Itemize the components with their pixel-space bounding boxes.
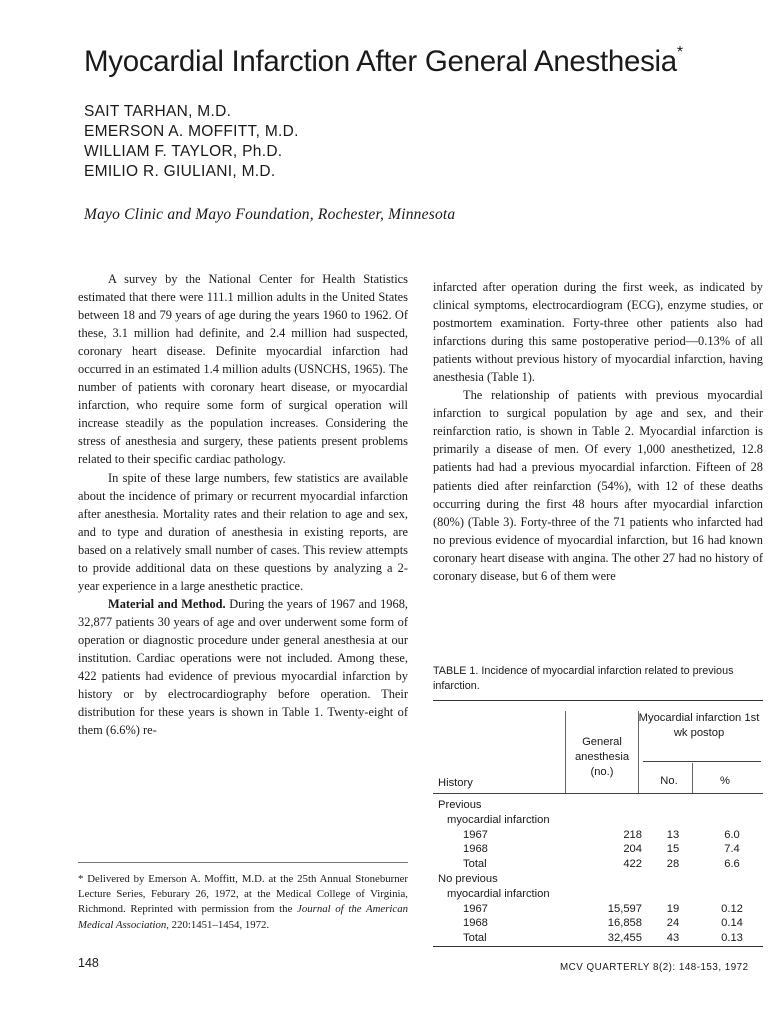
cell-general-anesthesia: 32,455 [607, 932, 642, 945]
cell-general-anesthesia: 204 [623, 843, 642, 856]
table-row [433, 813, 763, 828]
header-percent: % [720, 775, 730, 787]
cell-no: 15 [666, 843, 680, 856]
paragraph-text: During the years of 1967 and 1968, 32,877 patients 30 years of age and over underwent some form of operation or diagnostic procedure under general anesthesia at our institution. Cardiac operations were not included. Among these, 422 patients had evidence of previous myocardial infarction by history or by electrocardiography before operation. Their distribution for these years is shown in Table 1. Twenty-eight of them (6.6%) re- [78, 596, 408, 738]
column-divider [565, 711, 566, 793]
cell-no: 19 [666, 902, 680, 915]
paragraph: In spite of these large numbers, few statistics are available about the incidence of primary or recurrent myocardial infarction after anesthesia. Mortality rates and their relation to age and sex, and to type and duration of anesthesia in existing reports, are based on a relatively small number of cases. This review attempts to provide additional data on these questions by analyzing a 2-year experience in a large anesthetic practice. [78, 470, 408, 593]
row-label: myocardial infarction [447, 887, 550, 900]
table-row [433, 916, 763, 931]
row-label: Previous [438, 799, 482, 811]
article-title [84, 44, 764, 79]
cell-general-anesthesia: 422 [623, 858, 642, 871]
cell-percent: 6.6 [724, 858, 740, 871]
row-label: myocardial infarction [447, 813, 550, 826]
footnote-citation: 220:1451–1454, 1972. [168, 918, 270, 931]
cell-no [645, 813, 701, 828]
table-header [433, 701, 763, 794]
cell-no [645, 798, 701, 813]
cell-no: 28 [666, 858, 680, 871]
cell-general-anesthesia [568, 872, 645, 887]
table-row [433, 902, 763, 917]
author-list [84, 102, 299, 182]
row-label: Total [463, 932, 487, 945]
cell-no: 43 [666, 932, 680, 945]
right-column [433, 278, 763, 585]
paragraph: The relationship of patients with previous myocardial infarction to surgical population by age and sex, and their reinfarction ratio, is shown in Table 2. Myocardial infarction is primarily a disease of men. Of every 1,000 anesthetized, 12.8 patients had had a previous myocardial infarction. Fifteen of 28 patients died after reinfarction (54%), with 12 of these deaths occurring during the first 48 hours after myocardial infarction (80%) (Table 3). Forty-three of the 71 patients who infarcted had no previous evidence of myocardial infarction, but 16 had known coronary heart disease with angina. The other 27 had no history of coronary disease, but 6 of them were [433, 388, 763, 583]
footnote-text: * Delivered by Emerson A. Moffitt, M.D. at the 25th Annual Stoneburner Lecture Series, Feburary 26, 1972, at the Medical College of Virginia, Richmond. Reprinted with permission from the [78, 873, 408, 916]
cell-no: 24 [666, 917, 680, 930]
cell-general-anesthesia: 16,858 [607, 917, 642, 930]
cell-no [645, 872, 701, 887]
journal-reference: MCV QUARTERLY 8(2): 148-153, 1972 [560, 962, 749, 973]
cell-percent [701, 887, 763, 902]
table-caption: TABLE 1. Incidence of myocardial infarction related to previous infarction. [433, 665, 734, 692]
cell-general-anesthesia [568, 887, 645, 902]
affiliation: Mayo Clinic and Mayo Foundation, Rochester, Minnesota [84, 206, 456, 223]
cell-no [645, 887, 701, 902]
cell-percent: 0.14 [721, 917, 743, 930]
table-row [433, 842, 763, 857]
table-row [433, 828, 763, 843]
cell-percent: 0.13 [721, 932, 743, 945]
cell-no: 13 [666, 828, 680, 841]
column-divider [692, 763, 693, 793]
page-number: 148 [78, 956, 99, 970]
author: SAIT TARHAN, M.D. [84, 103, 232, 120]
cell-general-anesthesia [568, 798, 645, 813]
paragraph: A survey by the National Center for Health Statistics estimated that there were 111.1 million adults in the United States between 18 and 79 years of age during the years 1960 to 1962. Of these, 3.1 million had definite, and 2.4 million had suspected, coronary heart disease. Definite myocardial infarction had occurred in an estimated 1.4 million adults (USNCHS, 1965). The number of patients with coronary heart disease, or myocardial infarction, who require some form of surgical operation will increase steadily as the population increases. Considering the stress of anesthesia and surgery, these patients present problems related to their specific cardiac pathology. [78, 272, 408, 467]
row-label: Total [463, 858, 487, 871]
header-myocardial-infarction: Myocardial infarction 1st wk postop [638, 712, 760, 739]
cell-percent [701, 813, 763, 828]
row-label: 1968 [463, 917, 488, 930]
table-1 [433, 700, 763, 947]
row-label: 1968 [463, 843, 488, 856]
cell-percent [701, 798, 763, 813]
title-footnote-mark: * [676, 44, 683, 61]
header-general-anesthesia: General anesthesia (no.) [574, 736, 630, 778]
title-text: Myocardial Infarction After General Anesthesia [84, 45, 677, 78]
cell-general-anesthesia [568, 813, 645, 828]
header-rule [643, 761, 761, 762]
footnote-rule [78, 862, 408, 863]
cell-percent: 0.12 [721, 902, 743, 915]
author: WILLIAM F. TAYLOR, Ph.D. [84, 143, 283, 160]
footnote-journal: Journal of the American Medical Association, [78, 903, 408, 931]
footnote [78, 872, 408, 933]
table-row [433, 931, 763, 946]
header-history: History [438, 777, 473, 789]
row-label: No previous [438, 872, 498, 885]
cell-general-anesthesia: 218 [623, 828, 642, 841]
table-body [433, 794, 763, 946]
table-row [433, 798, 763, 813]
paragraph [78, 595, 408, 739]
cell-percent: 6.0 [724, 828, 740, 841]
header-no: No. [660, 775, 678, 787]
section-heading: Material and Method. [108, 596, 226, 611]
cell-percent: 7.4 [724, 843, 740, 856]
row-label: 1967 [463, 902, 488, 915]
cell-general-anesthesia: 15,597 [607, 902, 642, 915]
author: EMILIO R. GIULIANI, M.D. [84, 163, 276, 180]
table-row [433, 872, 763, 887]
author: EMERSON A. MOFFITT, M.D. [84, 123, 299, 140]
table-row [433, 857, 763, 872]
row-label: 1967 [463, 828, 488, 841]
cell-percent [701, 872, 763, 887]
paragraph: infarcted after operation during the first week, as indicated by clinical symptoms, electrocardiogram (ECG), enzyme studies, or postmortem examination. Forty-three other patients also had infarctions during this same postoperative period—0.13% of all patients without previous history of myocardial infarction, having anesthesia (Table 1). [433, 280, 763, 385]
table-row [433, 887, 763, 902]
left-column [78, 270, 408, 739]
